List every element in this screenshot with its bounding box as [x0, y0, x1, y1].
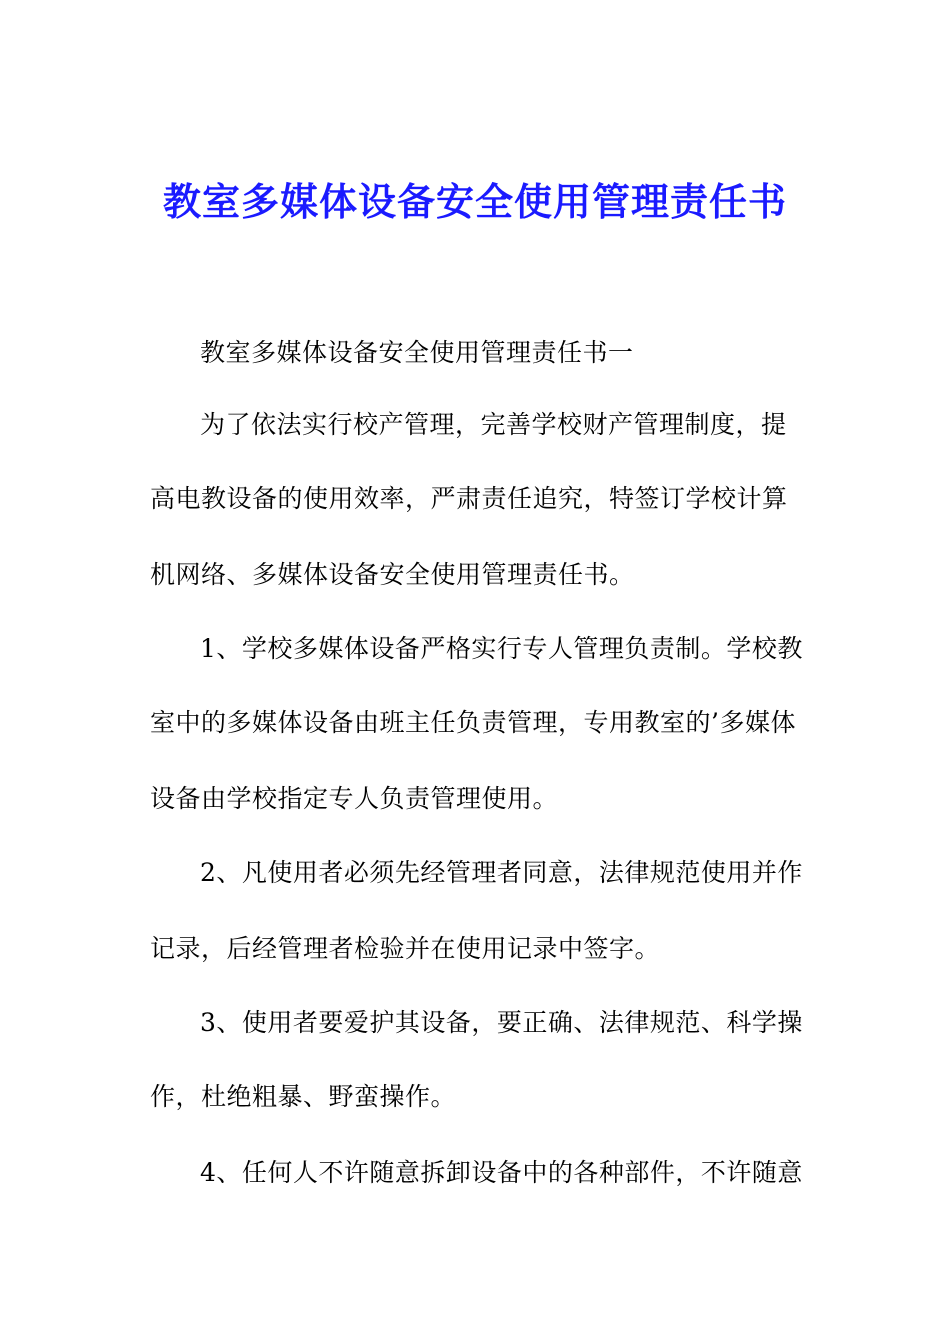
paragraph-4-line-1: 4、任何人不许随意拆卸设备中的各种部件，不许随意 — [200, 1158, 803, 1187]
paragraph-1-line-3: 设备由学校指定专人负责管理使用。 — [150, 784, 559, 813]
document-title: 教室多媒体设备安全使用管理责任书 — [162, 179, 787, 224]
paragraph-2-line-2: 记录，后经管理者检验并在使用记录中签字。 — [150, 934, 661, 963]
paragraph-2-line-1: 2、凡使用者必须先经管理者同意，法律规范使用并作 — [200, 858, 803, 887]
paragraph-1-line-1: 1、学校多媒体设备严格实行专人管理负责制。学校教 — [200, 634, 803, 663]
paragraph-3-line-2: 作，杜绝粗暴、野蛮操作。 — [150, 1082, 457, 1111]
paragraph-intro-line-2: 高电教设备的使用效率，严肃责任追究，特签订学校计算 — [150, 484, 788, 513]
paragraph-intro-line-3: 机网络、多媒体设备安全使用管理责任书。 — [150, 560, 635, 589]
paragraph-intro-line-1: 为了依法实行校产管理，完善学校财产管理制度，提 — [200, 410, 787, 439]
subtitle-line: 教室多媒体设备安全使用管理责任书一 — [200, 338, 634, 367]
paragraph-3-line-1: 3、使用者要爱护其设备，要正确、法律规范、科学操 — [200, 1008, 803, 1037]
paragraph-1-line-2: 室中的多媒体设备由班主任负责管理，专用教室的’多媒体 — [150, 708, 796, 737]
